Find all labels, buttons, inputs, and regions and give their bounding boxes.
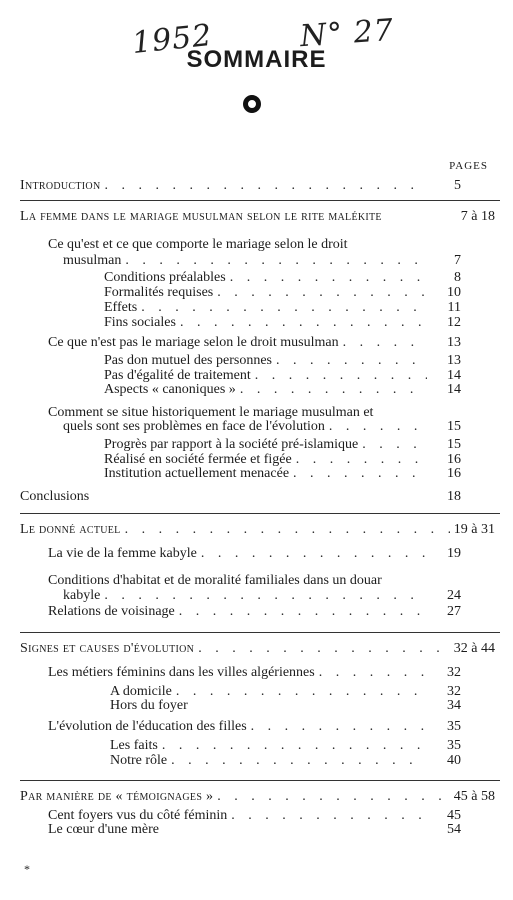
toc-entry-line: Ce qu'est et ce que comporte le mariage selon le droit	[48, 237, 348, 252]
toc-subentry[interactable]: Formalités requises . . . 10	[104, 285, 461, 301]
toc-subentry[interactable]: Fins sociales . . . 12	[104, 315, 461, 331]
toc-entry-cent-foyers[interactable]: Cent foyers vus du côté féminin . . . 45	[48, 808, 461, 824]
toc-subentry[interactable]: Réalisé en société fermée et figée . . . 16	[104, 452, 461, 468]
section-divider	[20, 200, 500, 201]
toc-subentry[interactable]: Conditions préalables . . . 8	[104, 270, 461, 286]
toc-subentry[interactable]: Pas d'égalité de traitement . . . 14	[104, 368, 461, 384]
toc-entry-line: Comment se situe historiquement le mariage musulman et	[48, 405, 374, 420]
handwritten-year: 1952	[130, 17, 214, 62]
handwritten-number: N° 27	[298, 12, 396, 55]
toc-entry-habitat[interactable]: kabyle . . . 24	[63, 588, 461, 604]
toc-entry-metiers[interactable]: Les métiers féminins dans les villes algériennes . . . 32	[48, 665, 461, 681]
toc-subentry[interactable]: Progrès par rapport à la société pré-islamique . . . 15	[104, 437, 461, 453]
pages-column-header: PAGES	[449, 160, 488, 172]
toc-entry-conclusions[interactable]: Conclusions 18	[20, 489, 461, 504]
toc-entry-historique[interactable]: quels sont ses problèmes en face de l'évolution . . . 15	[63, 419, 461, 435]
toc-subentry[interactable]: Notre rôle . . . 40	[110, 753, 461, 769]
toc-subentry[interactable]: A domicile . . . 32	[110, 684, 461, 700]
toc-entry-pas-mariage[interactable]: Ce que n'est pas le mariage selon le droit musulman . . . 13	[48, 335, 461, 351]
toc-section-4[interactable]: Par manière de « témoignages » . . . 45 à 58	[20, 789, 495, 805]
toc-entry-femme-kabyle[interactable]: La vie de la femme kabyle . . . 19	[48, 546, 461, 562]
section-divider	[20, 632, 500, 633]
toc-subentry[interactable]: Aspects « canoniques » . . . 14	[104, 382, 461, 398]
toc-subentry[interactable]: Hors du foyer 34	[110, 698, 461, 713]
section-divider	[20, 780, 500, 781]
toc-entry-introduction[interactable]: Introduction . . . 5	[20, 178, 461, 194]
page-title: SOMMAIRE	[186, 46, 327, 73]
circle-ornament-icon	[243, 95, 261, 113]
toc-entry-mariage-droit[interactable]: musulman . . . 7	[63, 253, 461, 269]
footnote-mark: *	[24, 862, 30, 876]
toc-subentry[interactable]: Effets . . . 11	[104, 300, 461, 316]
toc-section-2[interactable]: Le donné actuel . . . 19 à 31	[20, 522, 495, 538]
toc-subentry[interactable]: Pas don mutuel des personnes . . . 13	[104, 353, 461, 369]
toc-section-3[interactable]: Signes et causes d'évolution . . . 32 à 44	[20, 641, 495, 657]
toc-entry-line: Conditions d'habitat et de moralité familiales dans un douar	[48, 573, 382, 588]
toc-section-1[interactable]: La femme dans le mariage musulman selon le rite malékite 7 à 18	[20, 209, 495, 224]
section-divider	[20, 513, 500, 514]
toc-entry-coeur-mere[interactable]: Le cœur d'une mère 54	[48, 822, 461, 837]
toc-subentry[interactable]: Institution actuellement menacée . . . 16	[104, 466, 461, 482]
toc-subentry[interactable]: Les faits . . . 35	[110, 738, 461, 754]
toc-entry-voisinage[interactable]: Relations de voisinage . . . 27	[48, 604, 461, 620]
toc-entry-education[interactable]: L'évolution de l'éducation des filles . . . 35	[48, 719, 461, 735]
